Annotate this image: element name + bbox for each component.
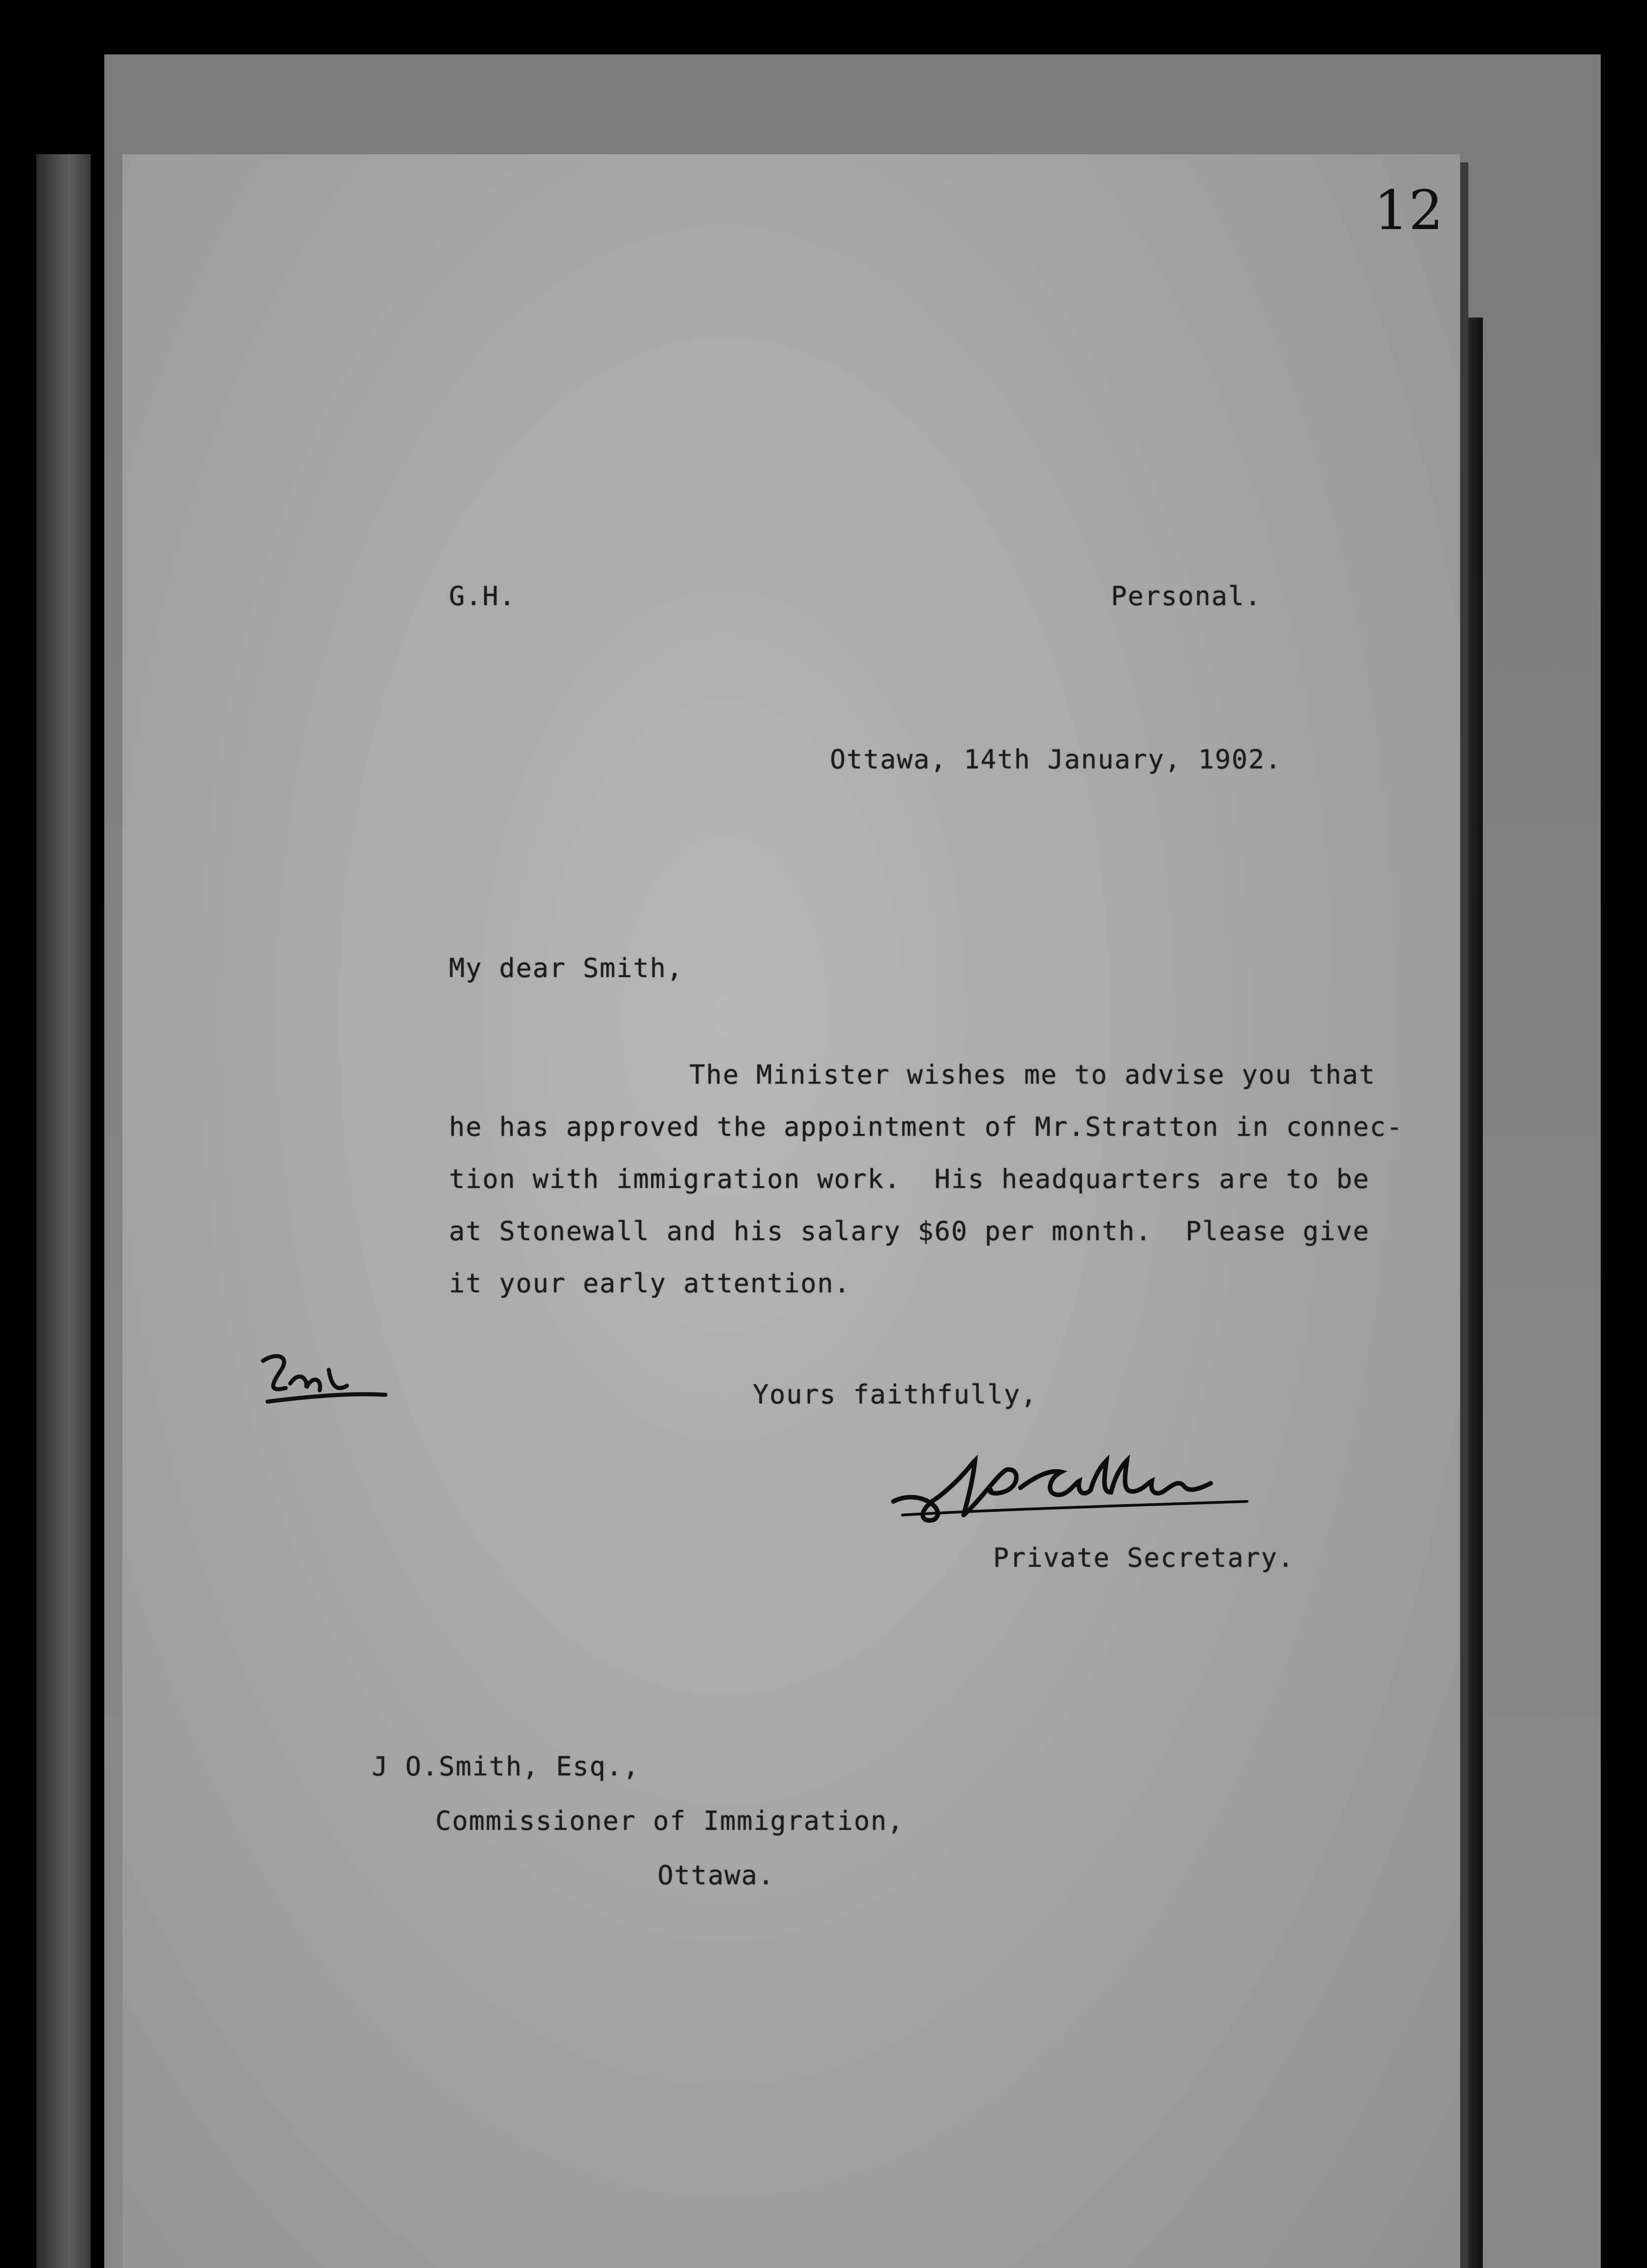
addressee-title: Commissioner of Immigration, <box>435 1805 904 1836</box>
body-line: The Minister wishes me to advise you that <box>689 1059 1376 1090</box>
handwritten-signature <box>884 1447 1256 1529</box>
page-number: 12 <box>1374 179 1443 242</box>
body-line: tion with immigration work. His headquarters are to be <box>449 1163 1370 1194</box>
body-line: it your early attention. <box>449 1268 851 1299</box>
signatory-title: Private Secretary. <box>993 1542 1295 1573</box>
closing: Yours faithfully, <box>753 1379 1038 1410</box>
dateline: Ottawa, 14th January, 1902. <box>830 744 1282 775</box>
addressee-city: Ottawa. <box>658 1860 775 1891</box>
film-edge-strip <box>36 154 91 2268</box>
letter-page <box>122 154 1460 2268</box>
addressee-name: J O.Smith, Esq., <box>372 1751 640 1782</box>
header-marking: Personal. <box>1111 581 1262 611</box>
header-initials: G.H. <box>449 581 516 611</box>
body-line: at Stonewall and his salary $60 per month. Please give <box>449 1216 1370 1246</box>
body-line: he has approved the appointment of Mr.Stratton in connec- <box>449 1111 1403 1142</box>
salutation: My dear Smith, <box>449 953 683 983</box>
margin-note-handwriting <box>249 1343 395 1411</box>
